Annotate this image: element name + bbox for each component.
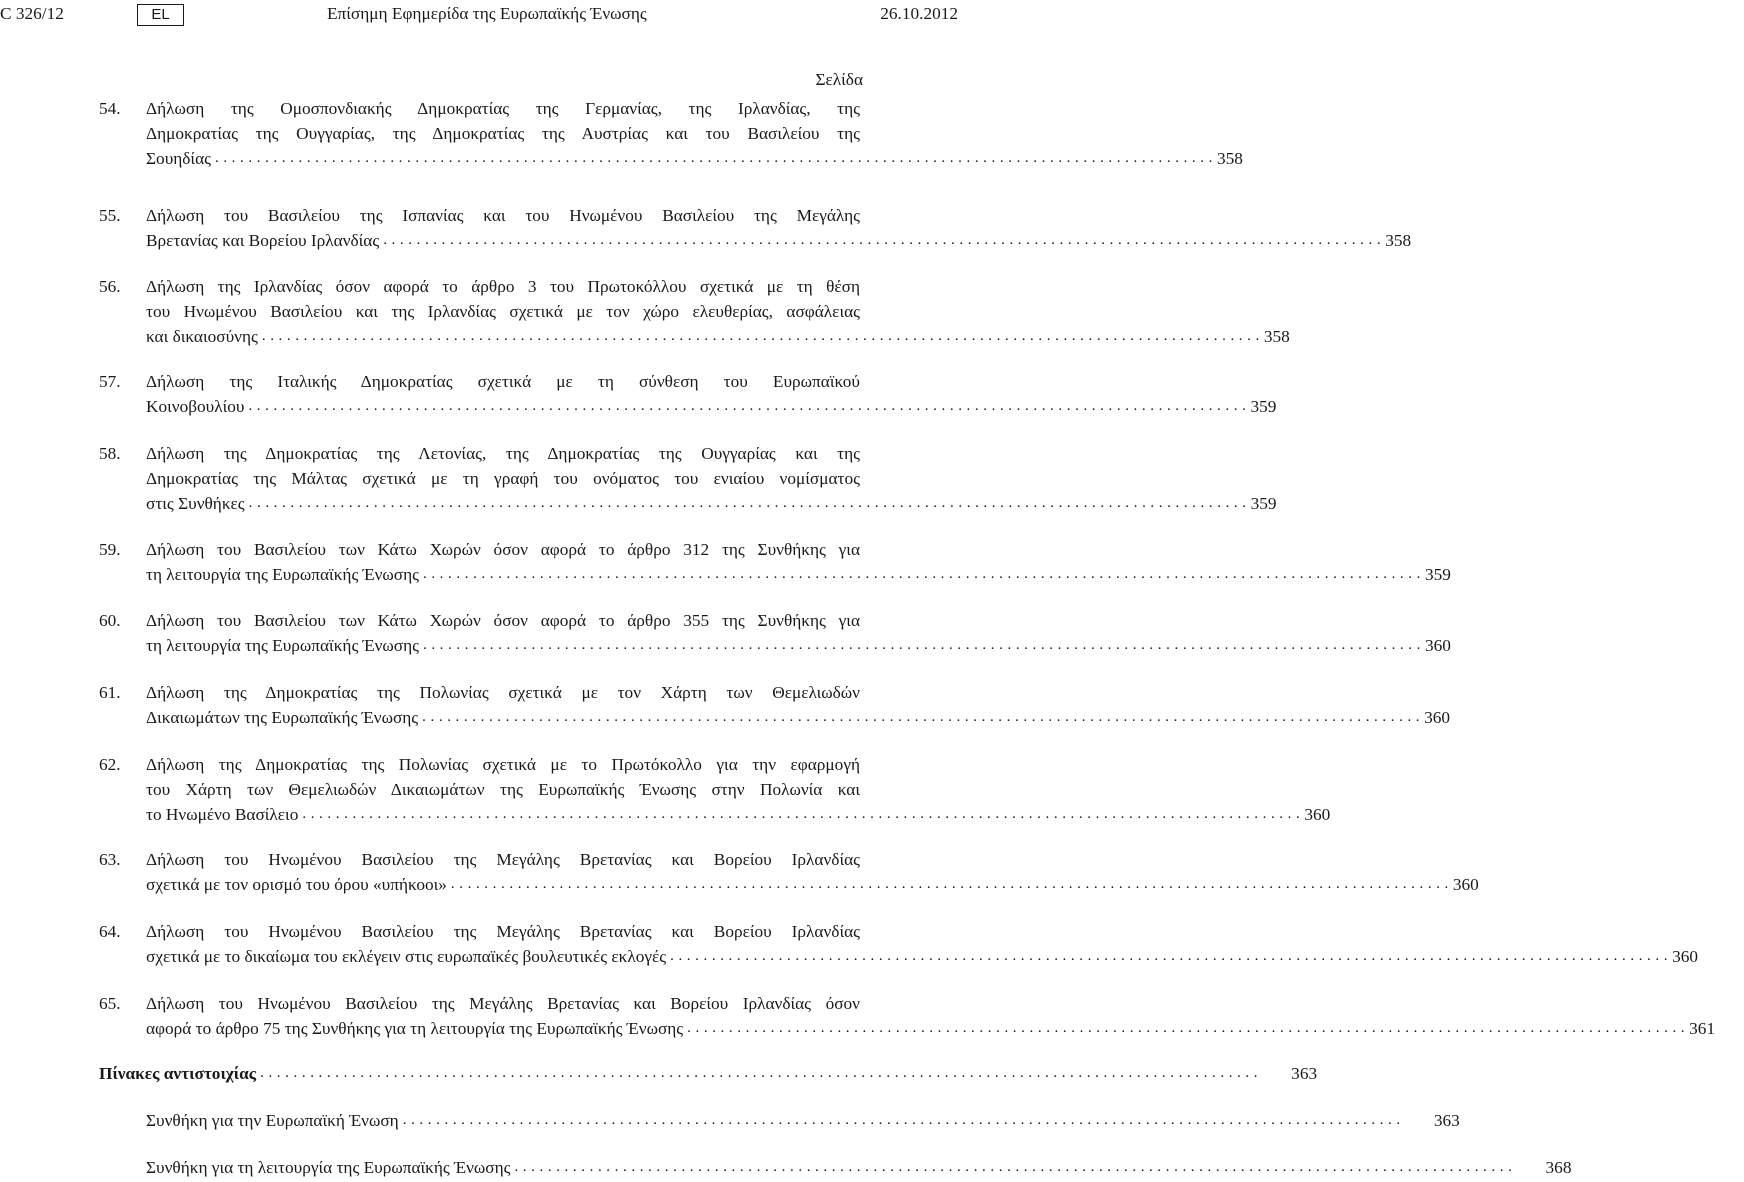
section-heading[interactable] xyxy=(99,1061,1318,1086)
entry-number: 55. xyxy=(99,206,121,225)
journal-title: Επίσημη Εφημερίδα της Ευρωπαϊκής Ένωσης xyxy=(327,4,647,23)
entry-text-line: του Χάρτη των Θεμελιωδών Δικαιωμάτων της Ευρωπαϊκής Ένωσης στην Πολωνία και xyxy=(146,780,860,799)
entry-text-line: του Ηνωμένου Βασιλείου και της Ιρλανδίας σχετικά με τον χώρο ελευθερίας, ασφάλειας xyxy=(146,302,860,321)
entry-text-line: Δήλωση της Δημοκρατίας της Πολωνίας σχετικά με το Πρωτόκολλο για την εφαρμογή xyxy=(146,755,860,774)
dot-leader: ........................................................................................................................ xyxy=(450,876,1453,892)
page-number: 360 xyxy=(1304,805,1331,824)
entry-text-line: Δήλωση του Ηνωμένου Βασιλείου της Μεγάλης Βρετανίας και Βορείου Ιρλανδίας xyxy=(146,922,860,941)
entry-text-line: στις Συνθήκες xyxy=(146,494,245,513)
entry-text-line: Δήλωση του Ηνωμένου Βασιλείου της Μεγάλης Βρετανίας και Βορείου Ιρλανδίας xyxy=(146,850,860,869)
entry-number: 60. xyxy=(99,611,121,630)
page-number: 363 xyxy=(1433,1111,1460,1130)
entry-text-line: Κοινοβουλίου xyxy=(146,397,245,416)
entry-text-line: Δήλωση του Ηνωμένου Βασιλείου της Μεγάλης Βρετανίας και Βορείου Ιρλανδίας όσον xyxy=(146,994,860,1013)
entry-number: 65. xyxy=(99,994,121,1013)
dot-leader: ........................................................................................................................ xyxy=(687,1020,1690,1036)
language-badge: EL xyxy=(137,4,184,26)
section-title: Συνθήκη για την Ευρωπαϊκή Ένωση xyxy=(146,1111,399,1130)
entry-text-line: Δημοκρατίας της Μάλτας σχετικά με τη γραφή του ονόματος του ενιαίου νομίσματος xyxy=(146,469,860,488)
page-number: 360 xyxy=(1424,708,1451,727)
entry-number: 63. xyxy=(99,850,121,869)
section-title: Πίνακες αντιστοιχίας xyxy=(99,1064,257,1083)
section-subheading[interactable] xyxy=(146,1155,1572,1180)
dot-leader: ........................................................................................................................ xyxy=(302,806,1305,822)
entry-text-line: αφορά το άρθρο 75 της Συνθήκης για τη λειτουργία της Ευρωπαϊκής Ένωσης xyxy=(146,1019,684,1038)
entry-number: 59. xyxy=(99,540,121,559)
dot-leader: ........................................................................................................................ xyxy=(214,150,1217,166)
entry-text-line: Δήλωση της Ιταλικής Δημοκρατίας σχετικά με τη σύνθεση του Ευρωπαϊκού xyxy=(146,372,860,391)
entry-number: 61. xyxy=(99,683,121,702)
entry-text-line: Σουηδίας xyxy=(146,149,211,168)
section-title: Συνθήκη για τη λειτουργία της Ευρωπαϊκής Ένωσης xyxy=(146,1158,511,1177)
issue-date: 26.10.2012 xyxy=(880,4,958,23)
entry-text-line: Δήλωση της Δημοκρατίας της Πολωνίας σχετικά με τον Χάρτη των Θεμελιωδών xyxy=(146,683,860,702)
entry-text-line: το Ηνωμένο Βασίλειο xyxy=(146,805,299,824)
page-number: 363 xyxy=(1291,1064,1318,1083)
page-number: 359 xyxy=(1424,565,1451,584)
entry-text-line: Δήλωση του Βασιλείου της Ισπανίας και του Ηνωμένου Βασιλείου της Μεγάλης xyxy=(146,206,860,225)
dot-leader: ........................................................................................................................ xyxy=(248,495,1251,511)
entry-number: 57. xyxy=(99,372,121,391)
dot-leader: ........................................................................................................................ xyxy=(422,709,1425,725)
page-number: 360 xyxy=(1452,875,1479,894)
page-number: 361 xyxy=(1689,1019,1716,1038)
entry-text-line: Δικαιωμάτων της Ευρωπαϊκής Ένωσης xyxy=(146,708,419,727)
dot-leader: ........................................................................................................................ xyxy=(422,637,1425,653)
page-number: 360 xyxy=(1424,636,1451,655)
dot-leader: ........................................................................................................................ xyxy=(422,566,1425,582)
dot-leader: ........................................................................................................................ xyxy=(402,1112,1405,1128)
section-subheading[interactable] xyxy=(146,1108,1460,1133)
entry-number: 58. xyxy=(99,444,121,463)
dot-leader: ........................................................................................................................ xyxy=(383,232,1386,248)
page-number: 360 xyxy=(1672,947,1699,966)
entry-text-line: τη λειτουργία της Ευρωπαϊκής Ένωσης xyxy=(146,565,419,584)
dot-leader: ........................................................................................................................ xyxy=(670,948,1673,964)
page-number: 358 xyxy=(1263,327,1290,346)
entry-text-line: Βρετανίας και Βορείου Ιρλανδίας xyxy=(146,231,380,250)
entry-text-line: Δήλωση του Βασιλείου των Κάτω Χωρών όσον αφορά το άρθρο 355 της Συνθήκης για xyxy=(146,611,860,630)
entry-text-line: σχετικά με το δικαίωμα του εκλέγειν στις ευρωπαϊκές βουλευτικές εκλογές xyxy=(146,947,667,966)
entry-text-line: Δήλωση της Δημοκρατίας της Λετονίας, της Δημοκρατίας της Ουγγαρίας και της xyxy=(146,444,860,463)
entry-text-line: και δικαιοσύνης xyxy=(146,327,258,346)
entry-number: 62. xyxy=(99,755,121,774)
dot-leader: ........................................................................................................................ xyxy=(514,1159,1517,1175)
page-number: 358 xyxy=(1216,149,1243,168)
entry-text-line: Δημοκρατίας της Ουγγαρίας, της Δημοκρατίας της Αυστρίας και του Βασιλείου της xyxy=(146,124,860,143)
page-column-label: Σελίδα xyxy=(815,70,863,89)
page-number: 358 xyxy=(1385,231,1412,250)
entry-text-line: Δήλωση της Ομοσπονδιακής Δημοκρατίας της Γερμανίας, της Ιρλανδίας, της xyxy=(146,99,860,118)
entry-number: 64. xyxy=(99,922,121,941)
page-number: 359 xyxy=(1250,494,1277,513)
page-reference: C 326/12 xyxy=(0,4,64,23)
dot-leader: ........................................................................................................................ xyxy=(248,398,1251,414)
entry-number: 54. xyxy=(99,99,121,118)
entry-number: 56. xyxy=(99,277,121,296)
running-header xyxy=(0,4,960,26)
page-number: 368 xyxy=(1545,1158,1572,1177)
entry-text-line: τη λειτουργία της Ευρωπαϊκής Ένωσης xyxy=(146,636,419,655)
entry-text-line: Δήλωση της Ιρλανδίας όσον αφορά το άρθρο 3 του Πρωτοκόλλου σχετικά με τη θέση xyxy=(146,277,860,296)
dot-leader: ........................................................................................................................ xyxy=(261,328,1264,344)
entry-text-line: σχετικά με τον ορισμό του όρου «υπήκοοι» xyxy=(146,875,447,894)
page-number: 359 xyxy=(1250,397,1277,416)
dot-leader: ........................................................................................................................ xyxy=(260,1065,1263,1081)
entry-text-line: Δήλωση του Βασιλείου των Κάτω Χωρών όσον αφορά το άρθρο 312 της Συνθήκης για xyxy=(146,540,860,559)
